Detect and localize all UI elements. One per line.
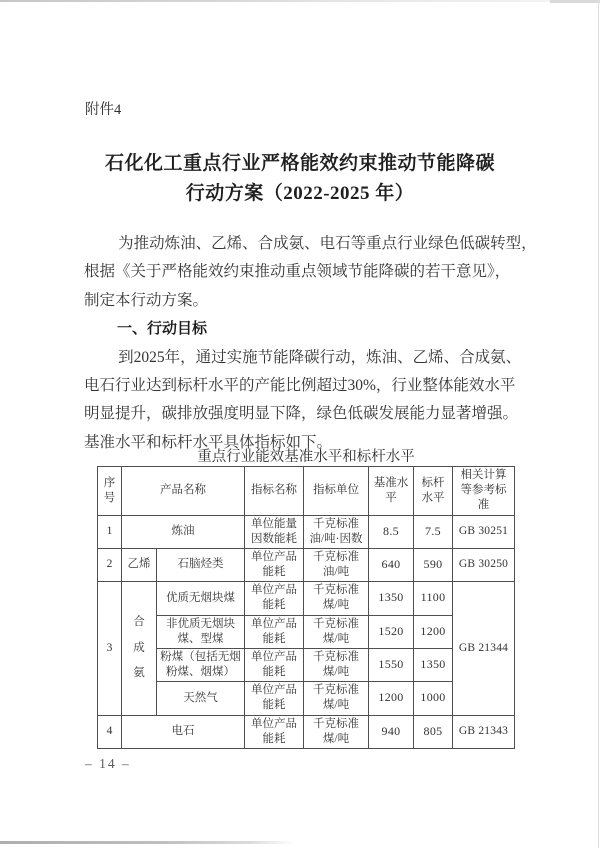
paragraph2-line4: 基准水平和标杆水平具体指标如下。	[84, 433, 333, 451]
table-row-refining	[98, 515, 515, 548]
cell-benchmark: 805	[414, 715, 453, 748]
cell-no: 2	[98, 548, 122, 581]
header-indicator: 指标名称	[245, 467, 304, 516]
cell-indicator: 单位产品能耗	[245, 582, 304, 615]
table-caption: 重点行业能效基准水平和标杆水平	[197, 449, 415, 465]
cell-no: 1	[98, 515, 122, 548]
cell-unit: 千克标准煤/吨	[304, 648, 369, 681]
cell-benchmark: 1200	[414, 615, 453, 648]
cell-group-text: 合成氨	[133, 616, 145, 680]
cell-base: 1200	[369, 682, 414, 715]
table-row-ammonia-3	[98, 648, 515, 681]
document-title-line1: 石化化工重点行业严格能效约束推动节能降碳	[104, 153, 495, 174]
paragraph2-line3: 明显提升，碳排放强度明显下降，绿色低碳发展能力显著增强。	[84, 405, 519, 423]
header-no: 序号	[98, 467, 122, 516]
document-title	[0, 149, 600, 209]
paragraph1-line3: 制定本行动方案。	[84, 291, 209, 309]
cell-benchmark: 1350	[414, 648, 453, 681]
cell-product: 石脑烃类	[157, 548, 245, 581]
cell-indicator: 单位产品能耗	[245, 648, 304, 681]
table-row-ammonia-1	[98, 582, 515, 615]
scan-edge-right	[598, 0, 599, 848]
cell-product: 粉煤（包括无烟粉煤、烟煤）	[157, 648, 245, 681]
cell-standard: GB 21344	[453, 582, 515, 715]
paragraph2-line1: 到2025年，通过实施节能降碳行动，炼油、乙烯、合成氨、	[118, 348, 522, 366]
cell-unit: 千克标准煤/吨	[304, 582, 369, 615]
page-number: – 14 –	[85, 756, 131, 771]
paragraph1-line1: 为推动炼油、乙烯、合成氨、电石等重点行业绿色低碳转型，	[118, 235, 537, 252]
cell-unit: 千克标准油/吨	[304, 548, 369, 581]
body-text	[84, 230, 537, 457]
cell-benchmark: 1000	[414, 682, 453, 715]
cell-no: 3	[98, 582, 122, 715]
header-standard: 相关计算等参考标准	[453, 467, 515, 516]
cell-product: 天然气	[157, 682, 245, 715]
cell-indicator: 单位产品能耗	[245, 682, 304, 715]
cell-group: 乙烯	[122, 548, 157, 581]
cell-base: 8.5	[369, 515, 414, 548]
scan-edge-bottom-shadow	[0, 841, 295, 844]
cell-base: 1550	[369, 648, 414, 681]
scan-edge-top	[0, 0, 600, 2]
table-row-ethylene	[98, 548, 515, 581]
cell-product: 优质无烟块煤	[157, 582, 245, 615]
document-title-line2: 行动方案（2022-2025 年）	[185, 183, 415, 204]
header-unit: 指标单位	[304, 467, 369, 516]
paragraph2-line2: 电石行业达到标杆水平的产能比例超过30%，行业整体能效水平	[84, 377, 516, 395]
table-row-carbide	[98, 715, 515, 748]
section-heading: 一、行动目标	[117, 320, 208, 338]
cell-unit: 千克标准煤/吨	[304, 615, 369, 648]
header-benchmark: 标杆水平	[414, 467, 453, 516]
cell-base: 1350	[369, 582, 414, 615]
cell-benchmark: 1100	[414, 582, 453, 615]
cell-product: 非优质无烟块煤、型煤	[157, 615, 245, 648]
table-header-row	[98, 467, 515, 516]
cell-group	[122, 582, 157, 715]
cell-indicator: 单位能量因数能耗	[245, 515, 304, 548]
table-row-ammonia-2	[98, 615, 515, 648]
attachment-label: 附件4	[85, 102, 122, 118]
cell-benchmark: 590	[414, 548, 453, 581]
efficiency-table	[97, 466, 515, 749]
cell-no: 4	[98, 715, 122, 748]
scan-edge-top-right	[550, 0, 600, 3]
table-row-ammonia-4	[98, 682, 515, 715]
cell-unit: 千克标准油/吨·因数	[304, 515, 369, 548]
cell-base: 940	[369, 715, 414, 748]
cell-indicator: 单位产品能耗	[245, 715, 304, 748]
cell-product: 炼油	[122, 515, 245, 548]
cell-base: 1520	[369, 615, 414, 648]
header-product: 产品名称	[122, 467, 245, 516]
cell-standard: GB 30250	[453, 548, 515, 581]
cell-unit: 千克标准煤/吨	[304, 715, 369, 748]
cell-base: 640	[369, 548, 414, 581]
cell-unit: 千克标准煤/吨	[304, 682, 369, 715]
cell-standard: GB 21343	[453, 715, 515, 748]
cell-benchmark: 7.5	[414, 515, 453, 548]
cell-standard: GB 30251	[453, 515, 515, 548]
header-base: 基准水平	[369, 467, 414, 516]
paragraph1-line2: 根据《关于严格能效约束推动重点领域节能降碳的若干意见》，	[84, 263, 511, 281]
cell-indicator: 单位产品能耗	[245, 615, 304, 648]
cell-product: 电石	[122, 715, 245, 748]
cell-indicator: 单位产品能耗	[245, 548, 304, 581]
